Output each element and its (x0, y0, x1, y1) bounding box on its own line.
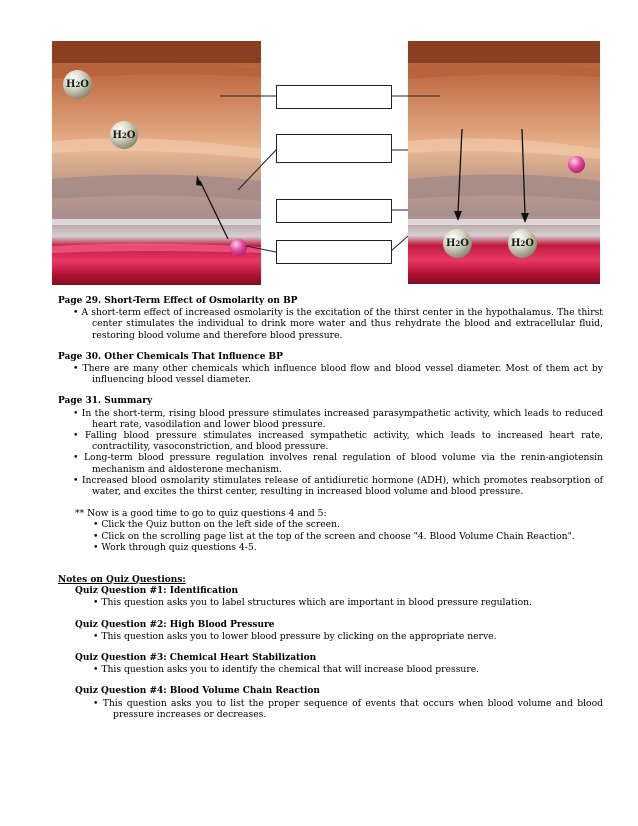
section-heading: Page 29. Short-Term Effect of Osmolarity on BP (58, 296, 298, 306)
quiz-question-text: • This question asks you to list the proper sequence of events that occurs when blood volume and blood pressure increases or decreases. (93, 697, 604, 720)
quiz-question-text: • This question asks you to label structures which are important in blood pressure regulation. (93, 597, 532, 609)
water-molecule-icon: H 2 O (508, 229, 537, 258)
label-box-4 (276, 240, 392, 264)
water-molecule-icon: H 2 O (443, 229, 472, 258)
quiz-question-heading: Quiz Question #3: Chemical Heart Stabilization (75, 653, 317, 664)
bullet-item: • Long-term blood pressure regulation involves renal regulation of blood volume via the renin-angiotensin mechanism and aldosterone mechanism. (73, 452, 604, 475)
quiz-question-text: • This question asks you to lower blood pressure by clicking on the appropriate nerve. (93, 630, 497, 642)
bullet-item: • Falling blood pressure stimulates increased sympathetic activity, which leads to increased heart rate, contractility, vasoconstriction, and blood pressure. (73, 430, 603, 453)
bullet-item: • In the short-term, rising blood pressure stimulates increased parasympathetic activity, which leads to reduced heart rate, vasodilation and lower blood pressure. (73, 407, 604, 430)
water-molecule-icon: H 2 O (63, 70, 92, 99)
quiz-step: • Click on the scrolling page list at the top of the screen and choose "4. Blood Volume Chain Reaction". (93, 530, 575, 542)
bullet-item: • Increased blood osmolarity stimulates release of antidiuretic hormone (ADH), which promotes reabsorption of water, and excites the thirst center, resulting in increased blood volume and blood pressure. (73, 474, 604, 498)
bullet-item: • A short-term effect of increased osmolarity is the excitation of the thirst center in the hypothalamus. The thirst center stimulates the individual to drink more water and thus rehydrate the blood and extracellular fluid, restoring blood volume and therefore blood pressure. (73, 307, 603, 341)
label-box-2 (276, 134, 392, 163)
page-text (58, 296, 603, 720)
quiz-step: • Click the Quiz button on the left side of the screen. (93, 519, 340, 531)
quiz-question-text: • This question asks you to identify the chemical that will increase blood pressure. (93, 664, 480, 676)
label-box-1 (276, 85, 392, 109)
section-heading: Page 31. Summary (58, 396, 153, 407)
label-box-3 (276, 199, 392, 223)
quiz-prompt-intro: ** Now is a good time to go to quiz questions 4 and 5: (75, 508, 327, 520)
section-heading: Page 30. Other Chemicals That Influence BP (58, 351, 283, 362)
quiz-step: • Work through quiz questions 4-5. (93, 541, 257, 553)
quiz-question-heading: Quiz Question #4: Blood Volume Chain Reaction (75, 686, 320, 697)
bullet-item: • There are many other chemicals which influence blood flow and blood vessel diameter. Most of them act by influencing blood vessel diameter. (73, 363, 603, 386)
quiz-question-heading: Quiz Question #2: High Blood Pressure (75, 619, 275, 630)
notes-title: Notes on Quiz Questions: (58, 575, 186, 586)
quiz-question-heading: Quiz Question #1: Identification (75, 586, 239, 597)
water-molecule-icon: H 2 O (110, 121, 138, 149)
